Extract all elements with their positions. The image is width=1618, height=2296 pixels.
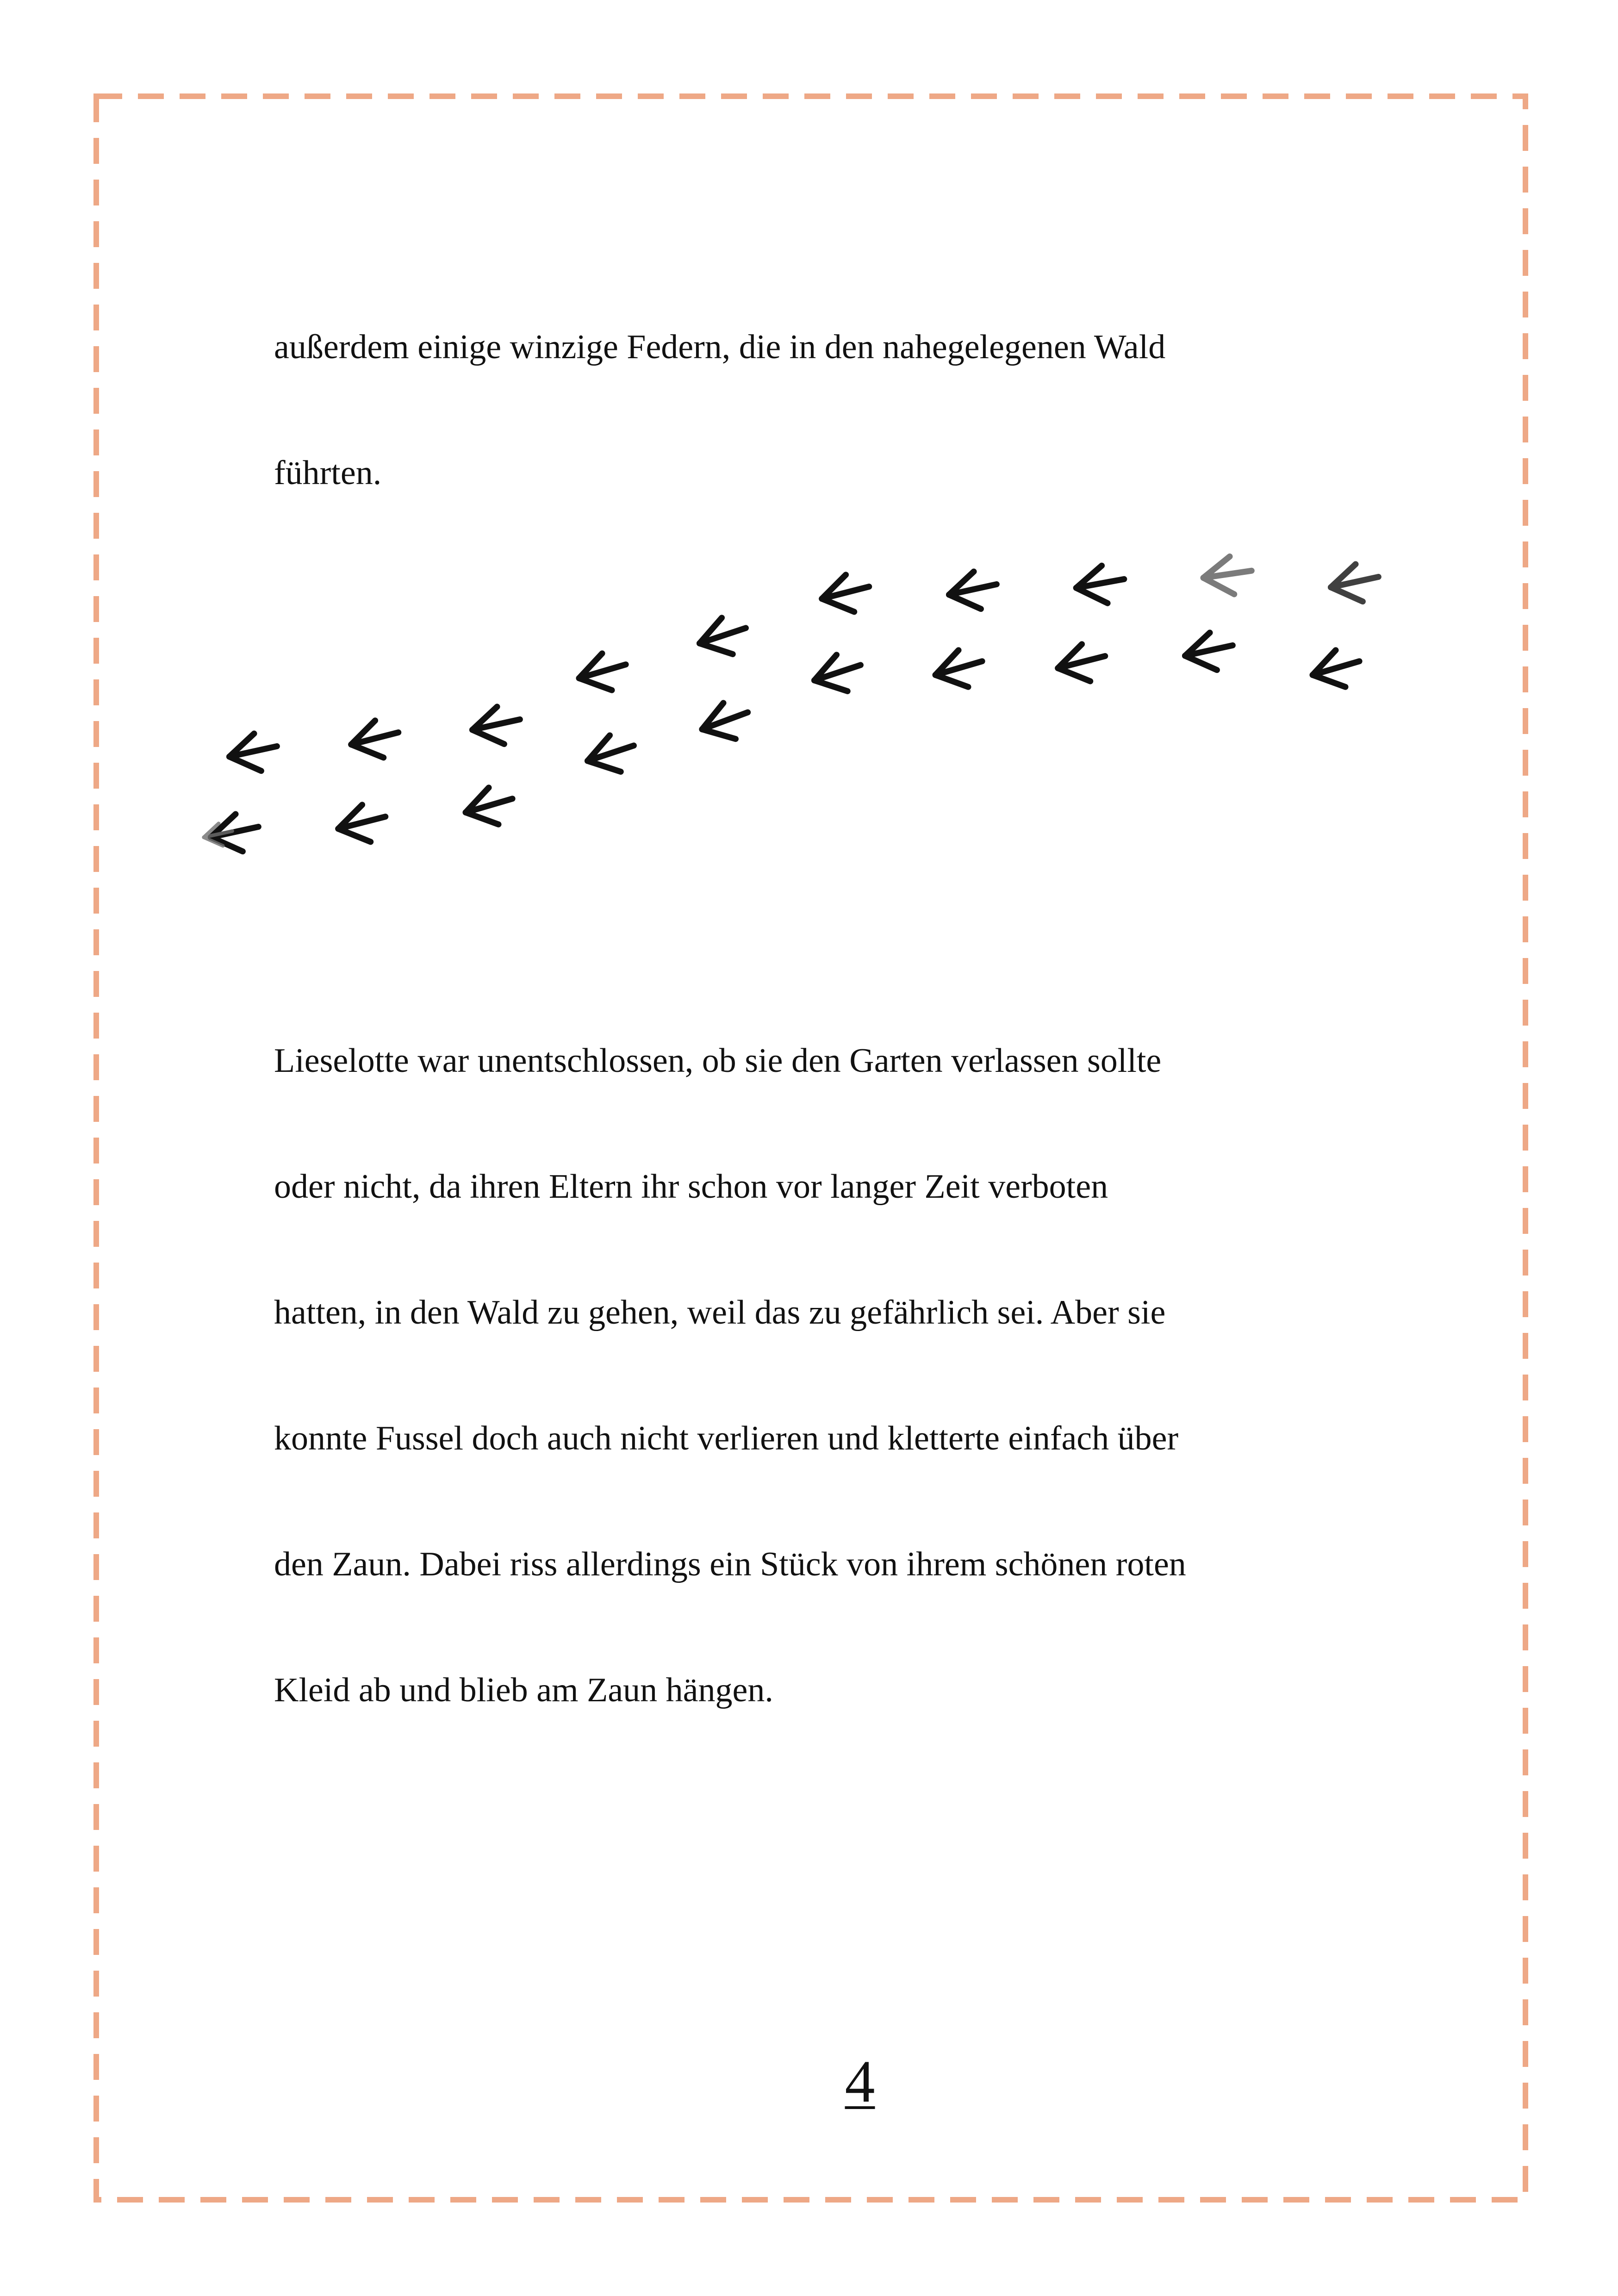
bird-footprint-icon xyxy=(931,646,987,693)
bird-footprint-icon xyxy=(575,649,630,696)
text-line: Kleid ab und blieb am Zaun hängen. xyxy=(274,1671,773,1709)
bird-footprint-icon xyxy=(348,717,402,763)
bird-footprint-icon xyxy=(695,613,751,661)
bird-footprint-icon xyxy=(335,801,389,847)
bird-footprint-icon xyxy=(809,650,866,698)
bird-footprint-icon xyxy=(1308,646,1364,693)
text-line: konnte Fussel doch auch nicht verlieren und kletterte einfach über xyxy=(274,1419,1179,1457)
bird-footprint-icon xyxy=(1182,630,1236,674)
bird-footprint-icon xyxy=(470,704,523,748)
text-line: Lieselotte war unentschlossen, ob sie den Garten verlassen sollte xyxy=(274,1042,1162,1080)
text-line: außerdem einige winzige Federn, die in den nahegelegenen Wald xyxy=(274,328,1166,366)
text-line: führten. xyxy=(274,454,382,492)
bird-footprint-icon xyxy=(946,569,1000,613)
bird-footprint-icon xyxy=(1074,563,1126,606)
page-number: 4 xyxy=(845,2048,875,2115)
bird-footprint-icon xyxy=(697,697,754,747)
bird-footprint-icon xyxy=(1054,641,1109,686)
bird-footprint-icon xyxy=(818,571,873,617)
paragraph-2 xyxy=(274,998,1408,1753)
text-line: oder nicht, da ihren Eltern ihr schon vor langer Zeit verboten xyxy=(274,1168,1108,1206)
bird-footprint-icon xyxy=(1328,561,1382,606)
bird-footprint-icon xyxy=(227,731,280,775)
text-line: hatten, in den Wald zu gehen, weil das zu gefährlich sei. Aber sie xyxy=(274,1294,1166,1332)
text-line: den Zaun. Dabei riss allerdings ein Stück von ihrem schönen roten xyxy=(274,1545,1186,1583)
bird-footprint-icon xyxy=(1202,555,1253,596)
bird-footprint-icon xyxy=(461,783,517,830)
bird-footprint-icon xyxy=(583,730,639,779)
